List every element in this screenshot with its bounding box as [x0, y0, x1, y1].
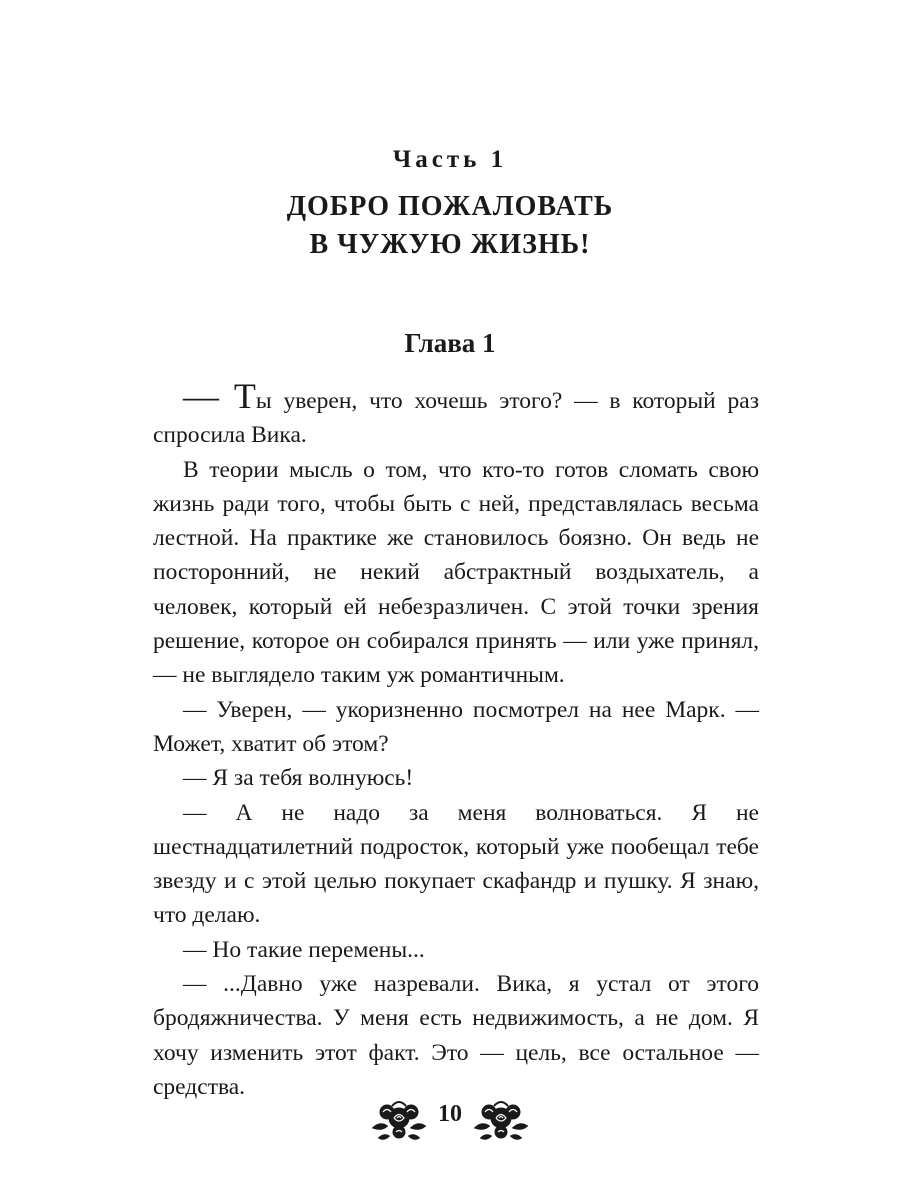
page-footer — [0, 1096, 900, 1144]
paragraph: В теории мысль о том, что кто-то готов сломать свою жизнь ради того, чтобы быть с ней, представлялась весьма лестной. На практике же становилось боязно. Он ведь не посторонний, не некий абстрактный воздыхатель, а человек, который ей небезразличен. С этой точки зрения решение, которое он собирался принять — или уже принял, — не выглядело таким уж романтичным. — [153, 456, 759, 689]
paragraph: — Я за тебя волнуюсь! — [183, 765, 414, 792]
page-number: 10 — [438, 1100, 462, 1127]
drop-cap: — Т — [183, 376, 256, 416]
part-label: Часть 1 — [392, 146, 508, 173]
paragraph: — Но такие перемены... — [183, 936, 425, 963]
paragraph: — ...Давно уже назревали. Вика, я устал от этого бродяжничества. У меня есть недвижимость, а не дом. Я хочу изменить этот факт. Это — цель, все остальное — средства. — [153, 971, 759, 1100]
paragraph: — Уверен, — укоризненно посмотрел на нее Марк. — Может, хватит об этом? — [153, 696, 759, 757]
paragraph — [153, 376, 759, 453]
rose-ornament-icon — [370, 1098, 428, 1142]
paragraph: — А не надо за меня волноваться. Я не шестнадцатилетний подросток, который уже пообещал тебе звезду и с этой целью покупает скафандр и пушку. Я знаю, что делаю. — [153, 799, 759, 929]
part-title-line-1: ДОБРО ПОЖАЛОВАТЬ — [286, 191, 614, 222]
part-title-line-2: В ЧУЖУЮ ЖИЗНЬ! — [309, 229, 591, 260]
part-title — [0, 188, 900, 264]
paragraph-text: ы уверен, что хочешь этого? — в который раз спросила Вика. — [153, 388, 759, 449]
chapter-title: Глава 1 — [404, 328, 496, 358]
body-text — [153, 376, 759, 1104]
rose-ornament-icon — [472, 1098, 530, 1142]
